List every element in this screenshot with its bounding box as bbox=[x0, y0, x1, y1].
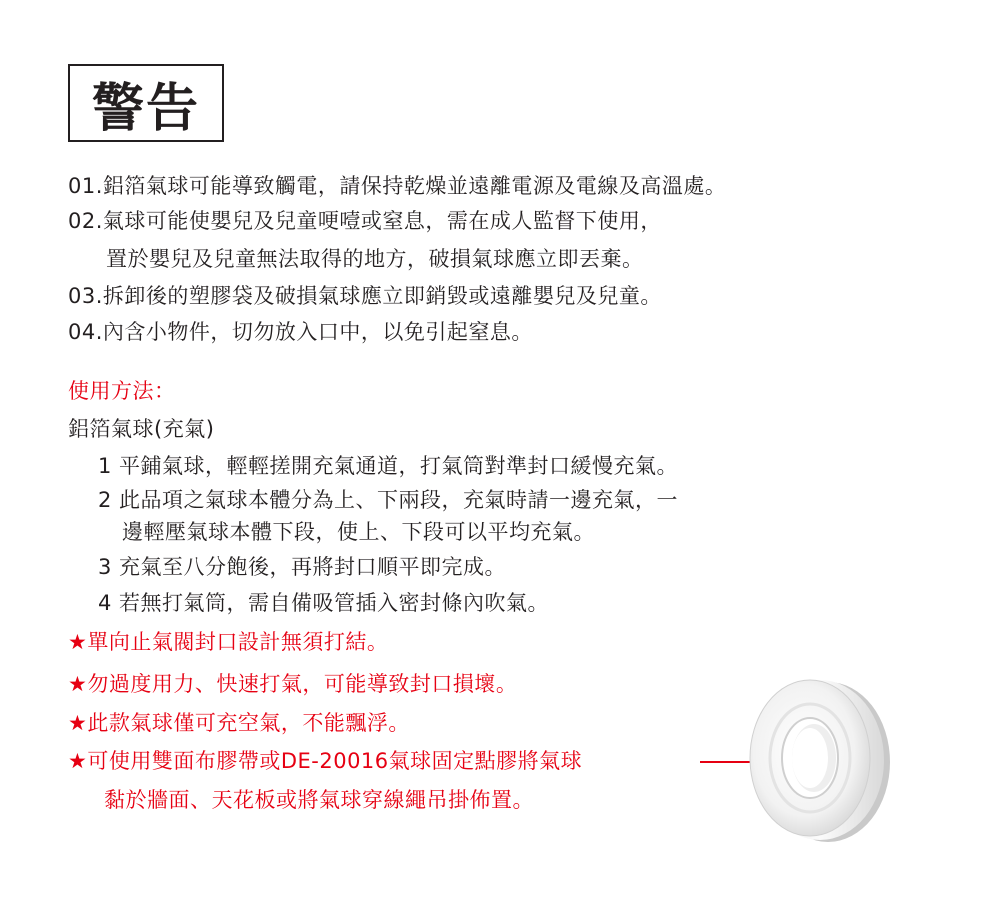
warning-line-3: 置於嬰兒及兒童無法取得的地方，破損氣球應立即丟棄。 bbox=[106, 247, 644, 271]
note-3: ★此款氣球僅可充空氣，不能飄浮。 bbox=[68, 711, 410, 735]
usage-step-2-cont: 邊輕壓氣球本體下段，使上、下段可以平均充氣。 bbox=[122, 520, 595, 544]
warning-line-1: 01.鋁箔氣球可能導致觸電，請保持乾燥並遠離電源及電線及高溫處。 bbox=[68, 174, 727, 198]
usage-heading: 使用方法： bbox=[68, 379, 176, 403]
usage-step-4: 4 若無打氣筒，需自備吸管插入密封條內吹氣。 bbox=[98, 591, 550, 615]
note-1: ★單向止氣閥封口設計無須打結。 bbox=[68, 630, 389, 654]
usage-step-2: 2 此品項之氣球本體分為上、下兩段，充氣時請一邊充氣，一 bbox=[98, 488, 679, 512]
usage-step-3: 3 充氣至八分飽後，再將封口順平即完成。 bbox=[98, 555, 507, 579]
usage-step-1: 1 平鋪氣球，輕輕搓開充氣通道，打氣筒對準封口緩慢充氣。 bbox=[98, 454, 679, 478]
warning-line-5: 04.內含小物件，切勿放入口中，以免引起窒息。 bbox=[68, 320, 533, 344]
note-4-cont: 黏於牆面、天花板或將氣球穿線繩吊掛佈置。 bbox=[104, 788, 534, 812]
glue-dots-tape-roll-image bbox=[740, 660, 900, 850]
warning-line-4: 03.拆卸後的塑膠袋及破損氣球應立即銷毀或遠離嬰兒及兒童。 bbox=[68, 284, 662, 308]
warning-title: 警告 bbox=[68, 64, 224, 142]
note-4: ★可使用雙面布膠帶或DE-20016氣球固定點膠將氣球 bbox=[68, 749, 583, 773]
warning-line-2: 02.氣球可能使嬰兒及兒童哽噎或窒息，需在成人監督下使用， bbox=[68, 209, 662, 233]
note-2: ★勿過度用力、快速打氣，可能導致封口損壞。 bbox=[68, 672, 518, 696]
usage-subheading: 鋁箔氣球(充氣) bbox=[68, 417, 215, 441]
